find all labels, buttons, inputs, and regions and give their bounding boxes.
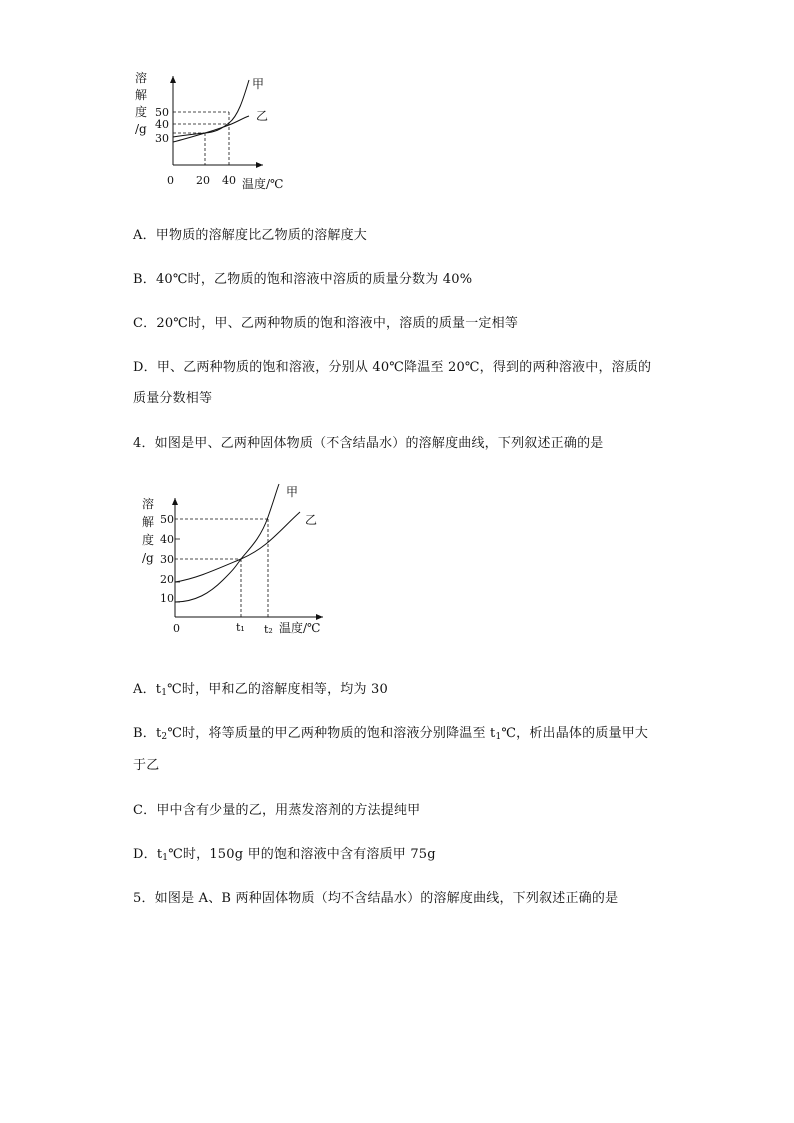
curve-yi <box>173 116 249 142</box>
x-axis-label: 温度/℃ <box>279 621 321 635</box>
curve-jia <box>175 484 279 602</box>
q4-option-b-continued: 于乙 <box>133 758 160 773</box>
q3-option-b: B．40℃时，乙物质的饱和溶液中溶质的质量分数为 40% <box>133 272 473 287</box>
x-axis-arrow <box>316 614 323 620</box>
ytick-10: 10 <box>160 592 174 605</box>
q5-stem: 5．如图是 A、B 两种固体物质（均不含结晶水）的溶解度曲线，下列叙述正确的是 <box>133 891 619 906</box>
ytick-40: 40 <box>160 533 174 546</box>
q4-option-c: C．甲中含有少量的乙，用蒸发溶剂的方法提纯甲 <box>133 803 421 818</box>
q3-option-c: C．20℃时，甲、乙两种物质的饱和溶液中，溶质的质量一定相等 <box>133 316 519 331</box>
x-axis-label: 温度/℃ <box>242 177 284 191</box>
ytick-30: 30 <box>155 132 169 145</box>
xtick-40: 40 <box>222 174 236 187</box>
series-label-yi: 乙 <box>256 109 269 123</box>
curve-yi <box>175 512 300 582</box>
curve-jia <box>173 80 249 137</box>
xtick-t1: t₁ <box>236 621 245 634</box>
ytick-30: 30 <box>160 553 174 566</box>
ytick-40: 40 <box>155 118 169 131</box>
series-label-yi: 乙 <box>305 513 318 527</box>
q4-stem: 4．如图是甲、乙两种固体物质（不含结晶水）的溶解度曲线，下列叙述正确的是 <box>133 436 604 451</box>
series-label-jia: 甲 <box>252 77 265 91</box>
xtick-t2: t₂ <box>264 623 273 636</box>
ytick-20: 20 <box>160 573 174 586</box>
xtick-20: 20 <box>196 174 210 187</box>
x-axis-arrow <box>256 162 263 168</box>
solubility-figure-1 <box>125 68 300 198</box>
q3-option-a: A．甲物质的溶解度比乙物质的溶解度大 <box>133 228 367 243</box>
y-axis-arrow <box>170 76 176 83</box>
ylabel-char: /g <box>142 551 154 565</box>
ylabel-char: 解 <box>135 88 148 102</box>
origin-label: 0 <box>167 174 174 187</box>
q3-option-d-continued: 质量分数相等 <box>133 391 213 406</box>
solubility-chart-2 <box>135 480 335 640</box>
q3-option-d: D．甲、乙两种物质的饱和溶液，分别从 40℃降温至 20℃，得到的两种溶液中，溶质的 <box>133 360 652 375</box>
ylabel-char: 溶 <box>142 497 155 511</box>
ylabel-char: 度 <box>142 533 155 547</box>
origin-label: 0 <box>173 622 180 635</box>
ylabel-char: 溶 <box>135 71 148 85</box>
ylabel-char: /g <box>135 122 147 136</box>
ylabel-char: 解 <box>142 515 155 529</box>
ylabel-char: 度 <box>135 105 148 119</box>
q4-option-a: A．$t_1℃$时，甲和乙的溶解度相等，均为 30 <box>133 682 388 698</box>
solubility-chart-1 <box>125 68 300 198</box>
ytick-50: 50 <box>155 106 169 119</box>
ytick-50: 50 <box>160 513 174 526</box>
q4-option-b: B．$t_2℃$时，将等质量的甲乙两种物质的饱和溶液分别降温至 $t_1℃$，析出晶体的质量甲大 <box>133 726 649 742</box>
y-axis-arrow <box>172 498 178 505</box>
solubility-figure-2 <box>135 480 335 640</box>
q4-option-d: D．$t_1℃$时，150g 甲的饱和溶液中含有溶质甲 75g <box>133 847 436 863</box>
series-label-jia: 甲 <box>286 485 299 499</box>
